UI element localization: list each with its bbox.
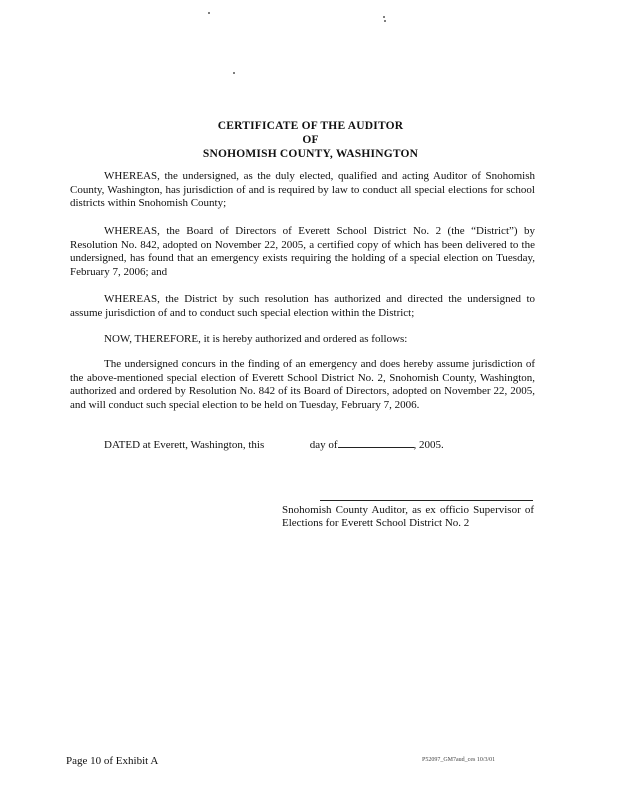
whereas-paragraph-3: WHEREAS, the District by such resolution has authorized and directed the undersigned to assume jurisdiction of and to conduct such special election within the District; [70,293,535,319]
certificate-title-of: OF [302,134,319,146]
dated-middle: day of [309,439,338,451]
scan-speck [384,20,386,22]
day-blank [267,438,307,448]
signature-line [320,500,533,501]
month-blank [338,437,414,448]
dated-line [104,437,444,451]
scan-speck [233,72,235,74]
page-label: Page 10 of Exhibit A [66,755,159,767]
dated-prefix: DATED at Everett, Washington, this [104,439,265,451]
scan-speck [208,12,210,14]
signature-block: Snohomish County Auditor, as ex officio Supervisor of Elections for Everett School District No. 2 [282,504,534,529]
dated-suffix: , 2005. [413,439,444,451]
whereas-paragraph-1: WHEREAS, the undersigned, as the duly elected, qualified and acting Auditor of Snohomish County, Washington, has jurisdiction of and is required by law to conduct all special elections for school districts within Snohomish County; [70,170,535,209]
now-therefore-paragraph: NOW, THEREFORE, it is hereby authorized and ordered as follows: [104,333,408,345]
scan-speck [383,16,385,18]
certificate-title: CERTIFICATE OF THE AUDITOR [217,120,404,132]
document-code: P52097_GM7aud_ces 10/3/01 [422,757,496,763]
concurrence-paragraph: The undersigned concurs in the finding of an emergency and does hereby assume jurisdiction of the above-mentioned special election of Everett School District No. 2, Snohomish County, Washington, authorized and ordered by Resolution No. 842 of its Board of Directors, adopted on November 22, 2005, and will conduct such special election to be held on Tuesday, February 7, 2006. [70,358,535,411]
whereas-paragraph-2: WHEREAS, the Board of Directors of Everett School District No. 2 (the “District”) by Resolution No. 842, adopted on November 22, 2005, a certified copy of which has been delivered to the undersigned, has found that an emergency exists requiring the holding of a special election on Tuesday, February 7, 2006; and [70,225,535,278]
certificate-title-county: SNOHOMISH COUNTY, WASHINGTON [202,148,419,160]
